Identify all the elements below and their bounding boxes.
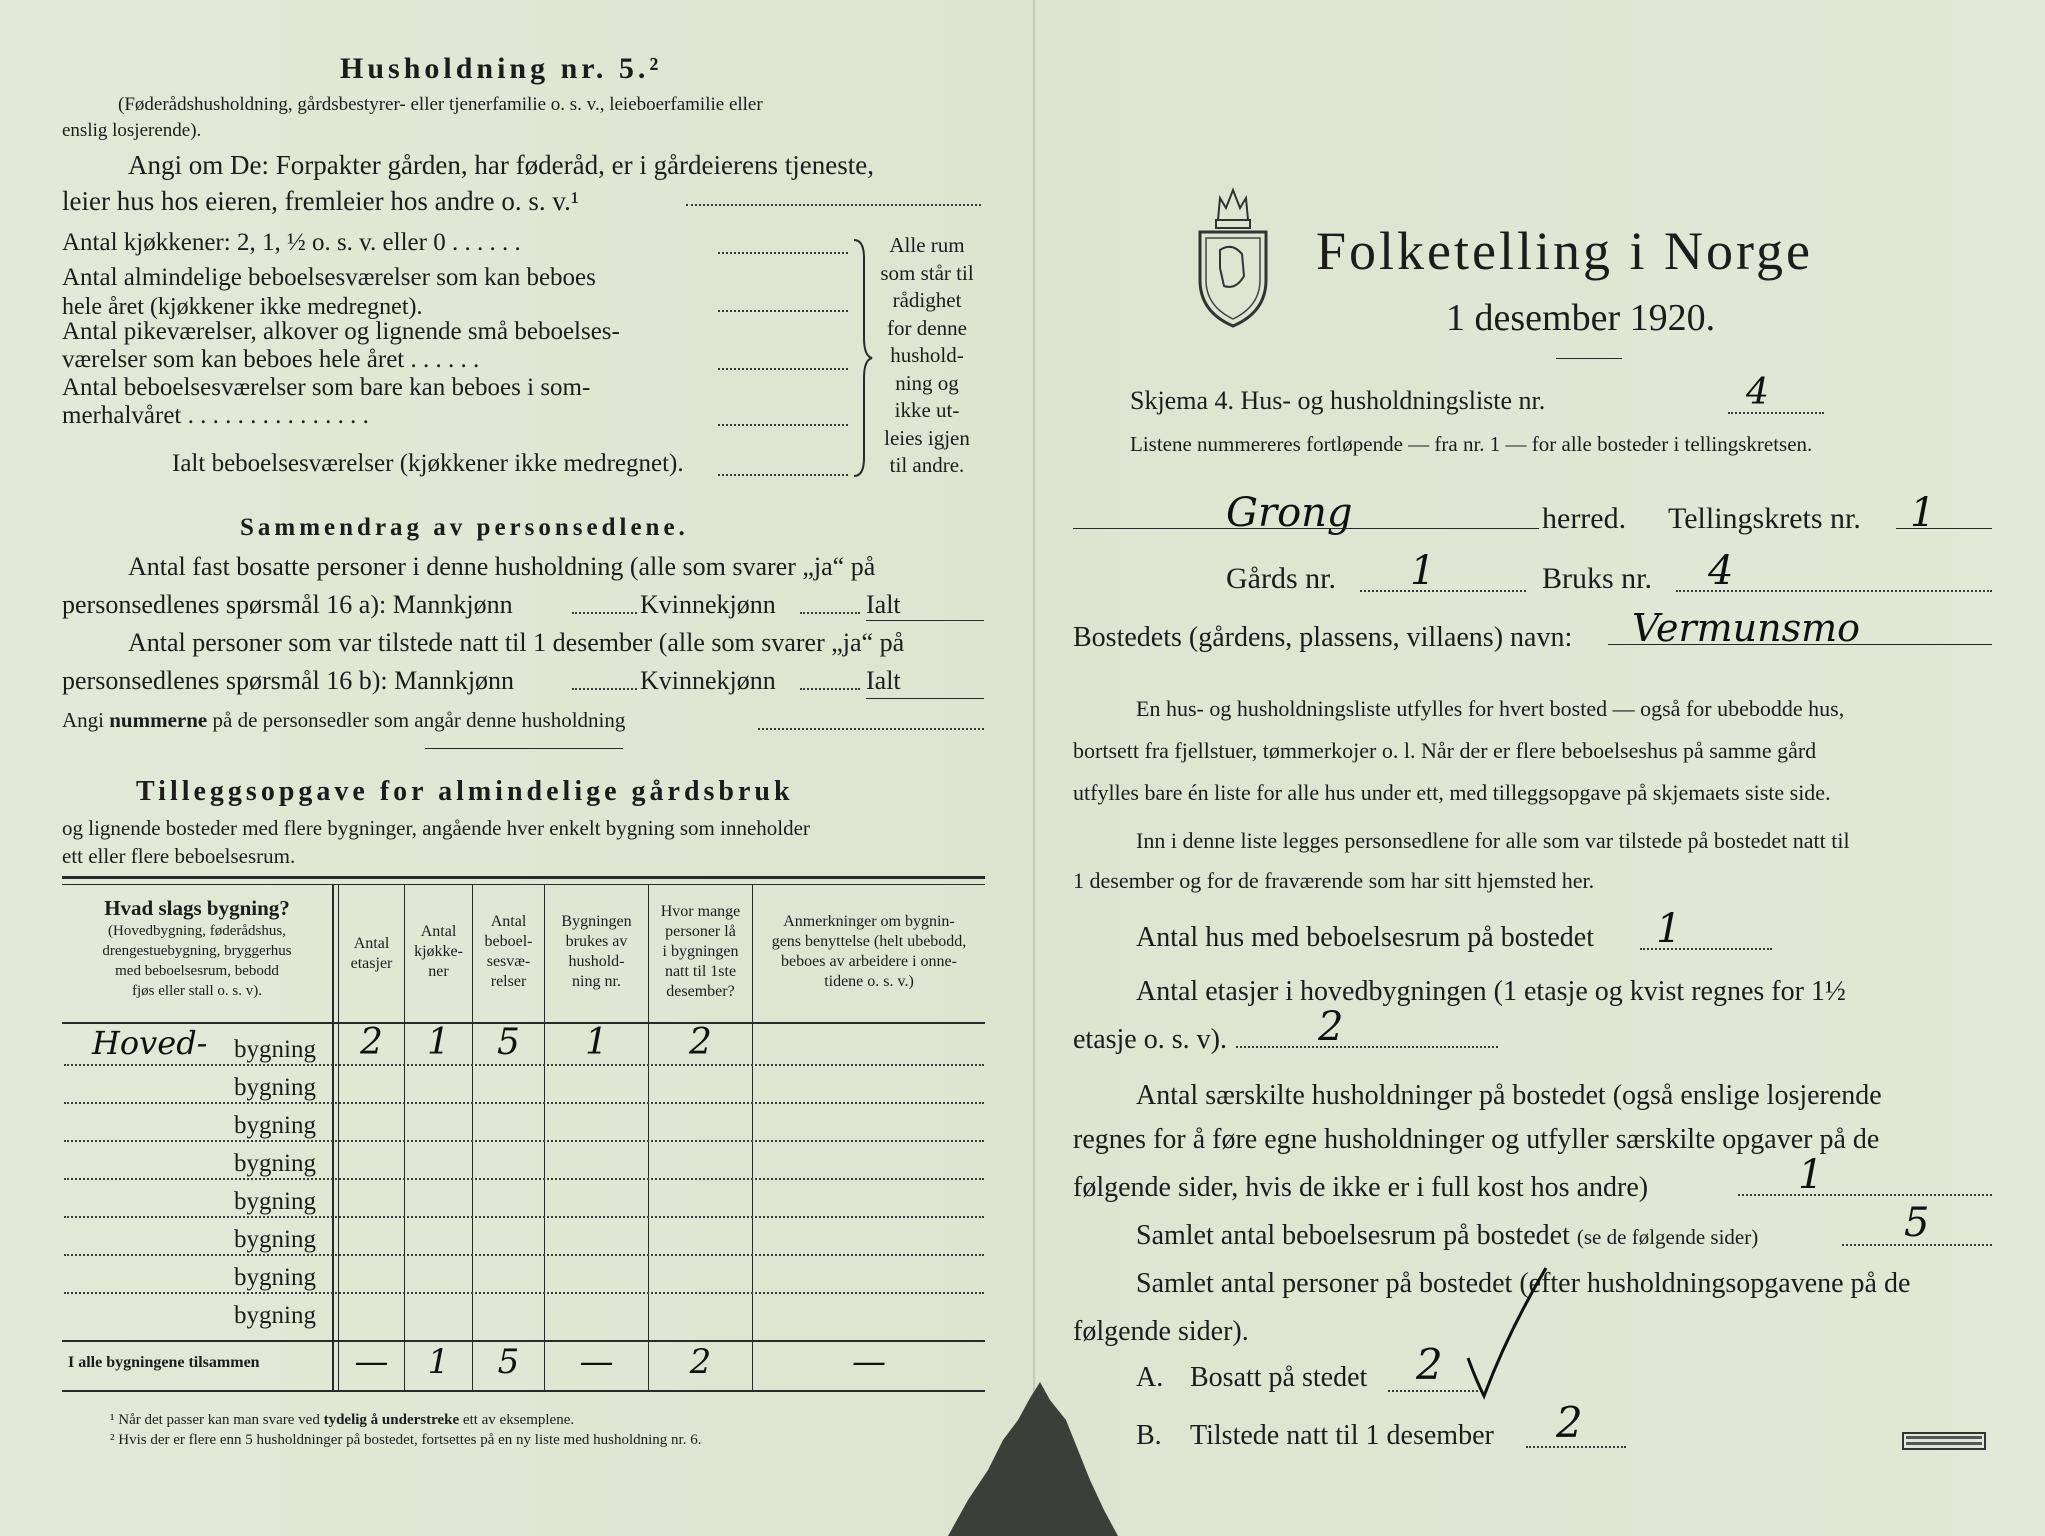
resident-total-answer[interactable] [866,620,984,621]
q-floors-text: Antal etasjer i hovedbygningen (1 etasje og kvist regnes for 1½ [1136,976,1846,1007]
q-households-text-end: følgende sider, hvis de ikke er i full kost hos andre) [1073,1172,1649,1203]
bruks-label: Bruks nr. [1542,562,1653,595]
intro-text: Angi om De: Forpakter gården, har føderåd, er i gårdeierens tjeneste, [128,150,874,180]
total-floors: — [354,1342,389,1382]
bruks-value[interactable]: 4 [1708,548,1734,594]
household-subtitle: (Føderådshusholdning, gårdsbestyrer- eller tjenerfamilie o. s. v., leieboerfamilie eller [118,94,763,115]
row-building-type: Hoved- [92,1024,208,1062]
instructions-1: En hus- og husholdningsliste utfylles for hvert bosted — også for ubebodde hus, [1136,696,1845,721]
answer-b-value[interactable]: 2 [1556,1398,1583,1447]
answer-b-label: Tilstede natt til 1 desember [1190,1420,1494,1451]
col-persons-header: Hvor mange personer lå i bygningen natt til 1ste desember? [660,903,741,1000]
row-kitchens: 1 [427,1022,450,1063]
answer-a-label: Bosatt på stedet [1190,1362,1368,1393]
maid-rooms-answer-line[interactable] [718,368,848,370]
kitchens-answer-line[interactable] [718,252,848,254]
herred-value[interactable]: Grong [1226,490,1353,536]
coat-of-arms-icon [1190,180,1276,330]
summary-present-male-label: personsedlenes spørsmål 16 b): Mannkjønn [62,666,515,695]
krets-label: Tellingskrets nr. [1668,502,1861,535]
q-persons-text: Samlet antal personer på bostedet (efter husholdningsopgavene på de [1136,1268,1911,1299]
q-houses-label: Antal hus med beboelsesrum på bostedet [1136,922,1595,953]
row-building-label: bygning [234,1074,316,1101]
printer-stamp-mark [1906,1442,1982,1445]
q-rooms-value[interactable]: 5 [1904,1200,1930,1246]
resident-male-answer[interactable] [572,612,637,614]
total-household: — [579,1342,614,1382]
gards-label: Gårds nr. [1226,562,1336,595]
answer-b-line [1526,1446,1626,1448]
row-line [64,1064,984,1066]
krets-value[interactable]: 1 [1910,490,1936,536]
q-houses-value[interactable]: 1 [1656,906,1682,952]
total-rooms-answer-line[interactable] [718,474,848,476]
row-building-label: bygning [234,1264,316,1291]
row-line [64,1254,984,1256]
ordinary-rooms-answer-line[interactable] [718,310,848,312]
col-household-header: Bygningen brukes av hushold- ning nr. [561,913,632,990]
summer-rooms-label-cont: merhalvåret . . . . . . . . . . . . . . . [62,402,369,429]
row-line [64,1216,984,1218]
q-floors-text-cont: etasje o. s. v). [1073,1024,1227,1055]
intro-text-cont: leier hus hos eieren, fremleier hos andre o. s. v.¹ [62,186,579,216]
row-line [64,1140,984,1142]
total-kitchens: 1 [427,1342,450,1382]
instructions-2: bortsett fra fjellstuer, tømmerkojer o. l. Når der er flere beboelseshus på samme gård [1073,738,1817,763]
schema-label: Skjema 4. Hus- og husholdningsliste nr. [1130,386,1546,415]
summary-present-total-label: Ialt [866,666,901,695]
table-bottom-border [62,1390,985,1392]
kitchens-label: Antal kjøkkener: 2, 1, ½ o. s. v. eller 0 . . . . . . [62,229,521,256]
herred-line [1073,528,1539,529]
row-household: 1 [585,1022,608,1063]
q-floors-value[interactable]: 2 [1318,1004,1344,1050]
herred-label: herred. [1542,502,1627,535]
supplement-text: og lignende bosteder med flere bygninger, angående hver enkelt bygning som inneholder [62,816,810,840]
footnote-1: ¹ Når det passer kan man svare ved tydelig å understreke ett av eksemplene. [110,1412,575,1428]
row-rooms: 5 [497,1022,520,1063]
resident-female-answer[interactable] [800,612,860,614]
supplement-heading: Tilleggsopgave for almindelige gårdsbruk [136,776,794,807]
numbering-note: Listene nummereres fortløpende — fra nr. 1 — for alle bosteder i tellingskretsen. [1130,432,1813,456]
instructions-4: Inn i denne liste legges personsedlene for alle som var tilstede på bostedet natt til [1136,828,1850,853]
col-rooms-header: Antal beboel- sesvæ- relser [484,913,533,990]
page-fold [1033,0,1035,1536]
answer-b-letter: B. [1136,1420,1162,1451]
gards-line [1360,590,1526,592]
total-row-label: I alle bygningene tilsammen [68,1354,260,1371]
schema-number[interactable]: 4 [1746,372,1769,413]
printer-stamp-mark [1906,1436,1982,1439]
q-rooms-line [1842,1244,1992,1246]
row-persons: 2 [689,1022,712,1063]
present-female-answer[interactable] [800,688,860,690]
row-building-label: bygning [234,1302,316,1329]
q-floors-line [1236,1046,1498,1048]
instructions-5: 1 desember og for de fraværende som har sitt hjemsted her. [1073,868,1595,893]
household-title: Husholdning nr. 5.² [340,52,663,85]
summer-rooms-label: Antal beboelsesværelser som bare kan beboes i som- [62,374,591,401]
ordinary-rooms-label: Antal almindelige beboelsesværelser som kan beboes [62,264,596,291]
bosted-line [1608,644,1992,645]
schema-number-line [1728,412,1824,414]
maid-rooms-label-cont: værelser som kan beboes hele året . . . . . . [62,346,480,373]
intro-answer-line[interactable] [686,204,981,206]
answer-a-value[interactable]: 2 [1416,1340,1443,1389]
row-line [64,1178,984,1180]
summer-rooms-answer-line[interactable] [718,424,848,426]
table-top-border-inner [62,884,985,885]
summary-resident-text: Antal fast bosatte personer i denne husholdning (alle som svarer „ja“ på [128,552,876,581]
answer-a-letter: A. [1136,1362,1164,1393]
col-kitchens-header: Antal kjøkke- ner [414,923,463,980]
summary-heading: Sammendrag av personsedlene. [240,514,689,541]
q-houses-line [1640,948,1772,950]
total-rooms: 5 [497,1342,520,1382]
row-building-label: bygning [234,1226,316,1253]
table-top-border [62,876,985,879]
bruks-line [1676,590,1992,592]
summary-resident-male-label: personsedlenes spørsmål 16 a): Mannkjønn [62,590,513,619]
row-building-label: bygning [234,1036,316,1063]
row-building-label: bygning [234,1188,316,1215]
gards-value[interactable]: 1 [1410,548,1436,594]
summary-present-female-label: Kvinnekjønn [640,666,776,695]
summary-resident-female-label: Kvinnekjønn [640,590,776,619]
checkmark-icon [1462,1262,1552,1402]
q-persons-text-cont: følgende sider). [1073,1316,1249,1347]
q-households-text: Antal særskilte husholdninger på bostedet (også enslige losjerende [1136,1080,1882,1111]
table-col-divider [332,884,334,1390]
col-building-type-header: Hvad slags bygning? (Hovedbygning, føderådshus, drengestuebygning, bryggerhus med beboelsesrum, bebodd fjøs eller stall o. s. v). [102,896,292,999]
bosted-value[interactable]: Vermunsmo [1632,606,1860,650]
col-floors-header: Antal etasjer [350,935,393,972]
household-subtitle-cont: enslig losjerende). [62,120,202,141]
printer-stamp [1902,1432,1986,1450]
section-divider [425,748,623,749]
bosted-label: Bostedets (gårdens, plassens, villaens) navn: [1073,622,1573,653]
row-building-label: bygning [234,1150,316,1177]
q-households-line [1738,1194,1992,1196]
census-title: Folketelling i Norge [1316,221,1813,281]
title-divider [1556,358,1622,359]
row-building-label: bygning [234,1112,316,1139]
row-line [64,1102,984,1104]
total-remarks: — [852,1342,886,1382]
col-remarks-header: Anmerkninger om bygnin- gens benyttelse (helt ubebodd, beboes av arbeidere i onne- tidene o. s. v.) [771,913,967,990]
row-floors: 2 [360,1022,383,1063]
present-male-answer[interactable] [572,688,637,690]
total-rooms-label: Ialt beboelsesværelser (kjøkkener ikke medregnet). [172,450,684,477]
census-date: 1 desember 1920. [1446,297,1716,339]
rooms-side-note: Alle rum som står til rådighet for denne hushold- ning og ikke ut- leies igjen til andre. [880,233,974,477]
numbers-label: Angi nummerne på de personsedler som angår denne husholdning [62,708,626,732]
scan-shadow-mark [948,1380,1118,1536]
total-persons: 2 [689,1342,712,1382]
ordinary-rooms-label-cont: hele året (kjøkkener ikke medregnet). [62,294,423,320]
instructions-3: utfylles bare én liste for alle hus under ett, med tilleggsopgave på skjemaets siste side. [1073,780,1831,805]
supplement-text-cont: ett eller flere beboelsesrum. [62,844,296,868]
krets-line [1896,528,1992,529]
q-households-value[interactable]: 1 [1798,1152,1824,1198]
row-line [64,1292,984,1294]
summary-present-text: Antal personer som var tilstede natt til 1 desember (alle som svarer „ja“ på [128,628,905,657]
present-total-answer[interactable] [866,698,984,699]
q-households-text-cont: regnes for å føre egne husholdninger og utfyller særskilte opgaver på de [1073,1124,1880,1155]
summary-resident-total-label: Ialt [866,590,901,619]
q-rooms-label: Samlet antal beboelsesrum på bostedet (se de følgende sider) [1136,1220,1759,1251]
maid-rooms-label: Antal pikeværelser, alkover og lignende små beboelses- [62,318,620,345]
numbers-answer-line[interactable] [758,728,984,730]
footnote-2: ² Hvis der er flere enn 5 husholdninger på bostedet, fortsettes på en ny liste med husholdning nr. 6. [110,1432,702,1448]
